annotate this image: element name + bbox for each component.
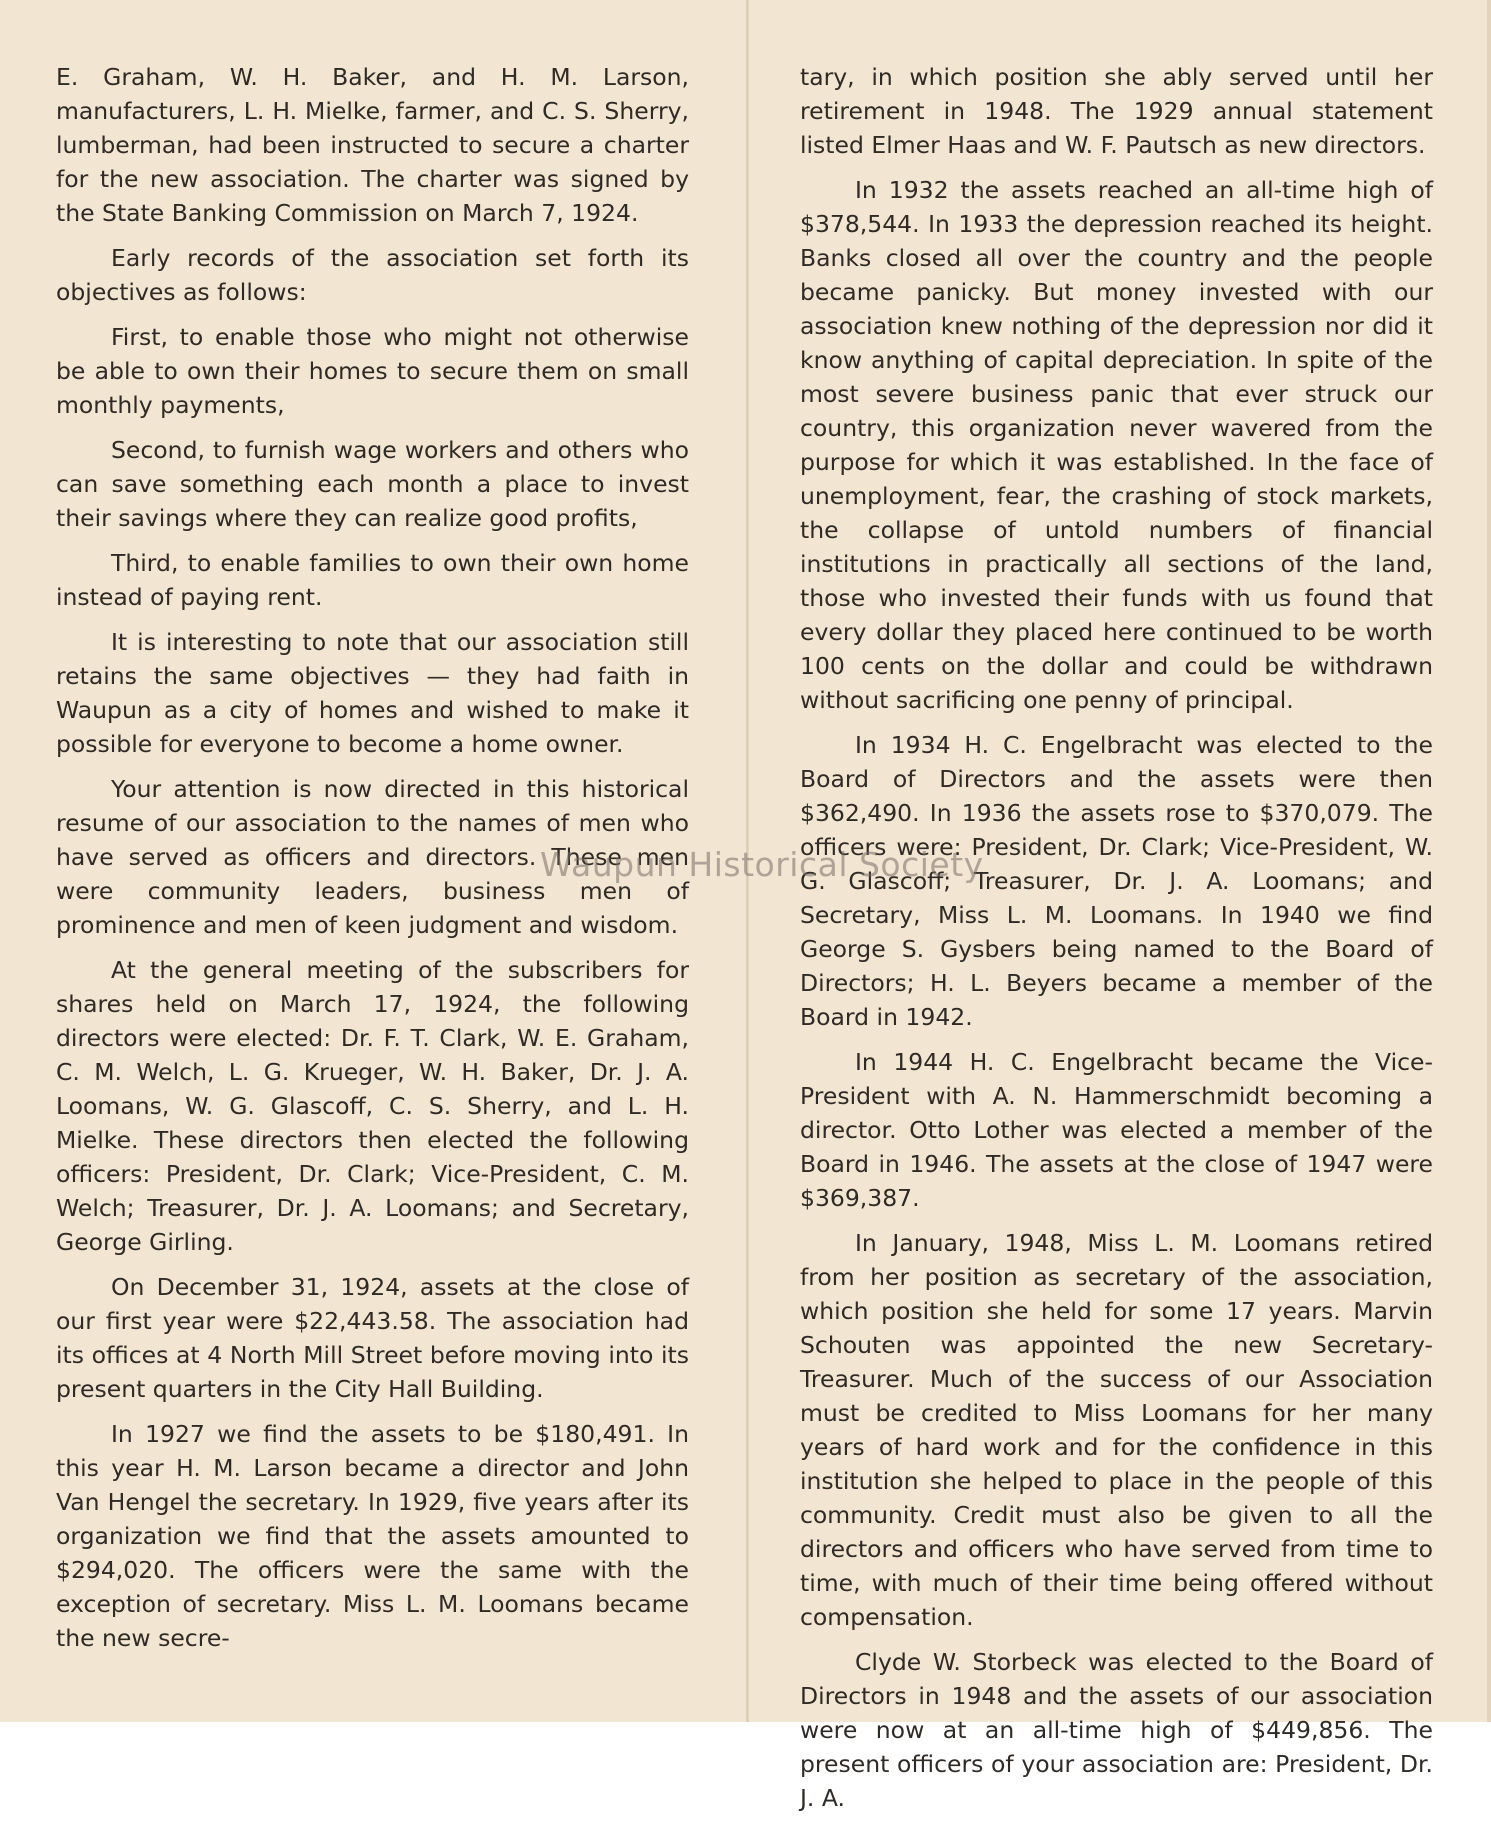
paragraph: In 1927 we find the assets to be $180,491. In this year H. M. Larson became a director and John Van Hengel the secretary. In 1929, five years after its organization we find that the assets amounted to $294,020. The officers were the same with the exception of secretary. Miss L. M. Loomans became the new secre- — [56, 1420, 689, 1652]
paragraph: In 1934 H. C. Engelbracht was elected to the Board of Directors and the assets were then $362,490. In 1936 the assets rose to $370,079. The officers were: President, Dr. Clark; Vice-President, W. G. Glascoff; Treasurer, Dr. J. A. Loomans; and Secretary, Miss L. M. Loomans. In 1940 we find George S. Gysbers being named to the Board of Directors; H. L. Beyers became a member of the Board in 1942. — [800, 731, 1433, 1031]
paragraph: Clyde W. Storbeck was elected to the Board of Directors in 1948 and the assets of our association were now at an all-time high of $449,856. The present officers of your association are: President, Dr. J. A. — [800, 1648, 1433, 1812]
page-edge — [1487, 0, 1491, 1722]
paragraph: At the general meeting of the subscribers for shares held on March 17, 1924, the following directors were elected: Dr. F. T. Clark, W. E. Graham, C. M. Welch, L. G. Krueger, W. H. Baker, Dr. J. A. Loomans, W. G. Glascoff, C. S. Sherry, and L. H. Mielke. These directors then elected the following officers: President, Dr. Clark; Vice-President, C. M. Welch; Treasurer, Dr. J. A. Loomans; and Secretary, George Girling. — [56, 956, 689, 1256]
paragraph: In 1932 the assets reached an all-time high of $378,544. In 1933 the depression reached its height. Banks closed all over the country and the people became panicky. But money invested with our association knew nothing of the depression nor did it know anything of capital depreciation. In spite of the most severe business panic that ever struck our country, this organization never wavered from the purpose for which it was established. In the face of unemployment, fear, the crashing of stock markets, the collapse of untold numbers of financial institutions in practically all sections of the land, those who invested their funds with us found that every dollar they placed here continued to be worth 100 cents on the dollar and could be withdrawn without sacrificing one penny of principal. — [800, 176, 1433, 714]
paragraph: In January, 1948, Miss L. M. Loomans retired from her position as secretary of the association, which position she held for some 17 years. Marvin Schouten was appointed the new Secretary-Treasurer. Much of the success of our Association must be credited to Miss Loomans for her many years of hard work and for the confidence in this institution she helped to place in the people of this community. Credit must also be given to all the directors and officers who have served from time to time, with much of their time being offered without compensation. — [800, 1229, 1433, 1631]
paragraph: Second, to furnish wage workers and others who can save something each month a place to invest their savings where they can realize good profits, — [56, 436, 689, 532]
watermark-text: Waupun Historical Society — [540, 845, 984, 884]
paragraph: In 1944 H. C. Engelbracht became the Vice-President with A. N. Hammerschmidt becoming a director. Otto Lother was elected a member of the Board in 1946. The assets at the close of 1947 were $369,387. — [800, 1048, 1433, 1212]
paragraph: tary, in which position she ably served until her retirement in 1948. The 1929 annual statement listed Elmer Haas and W. F. Pautsch as new directors. — [800, 63, 1433, 159]
paragraph: It is interesting to note that our association still retains the same objectives — they had faith in Waupun as a city of homes and wished to make it possible for everyone to become a home owner. — [56, 628, 689, 758]
right-column — [800, 60, 1433, 1826]
paragraph: First, to enable those who might not otherwise be able to own their homes to secure them on small monthly payments, — [56, 323, 689, 419]
paragraph: Third, to enable families to own their own home instead of paying rent. — [56, 549, 689, 611]
paragraph: E. Graham, W. H. Baker, and H. M. Larson, manufacturers, L. H. Mielke, farmer, and C. S. Sherry, lumberman, had been instructed to secure a charter for the new association. The charter was signed by the State Banking Commission on March 7, 1924. — [56, 63, 689, 227]
paragraph: Your attention is now directed in this historical resume of our association to the names of men who have served as officers and directors. These men were community leaders, business men of prominence and men of keen judgment and wisdom. — [56, 775, 689, 939]
paragraph: On December 31, 1924, assets at the close of our first year were $22,443.58. The association had its offices at 4 North Mill Street before moving into its present quarters in the City Hall Building. — [56, 1273, 689, 1403]
paragraph: Early records of the association set forth its objectives as follows: — [56, 244, 689, 306]
